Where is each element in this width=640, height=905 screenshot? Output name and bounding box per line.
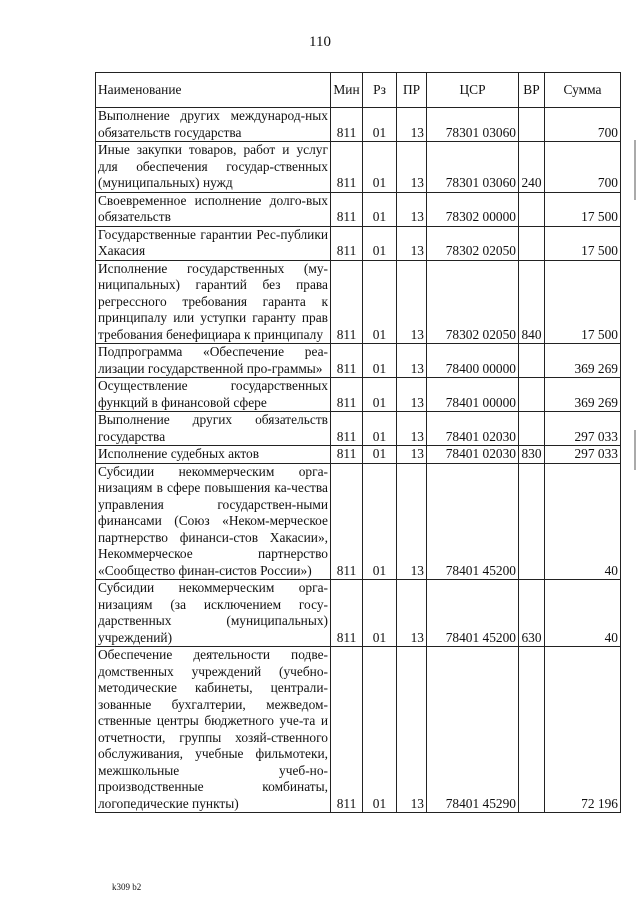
cell-sum: 40 [545,580,621,647]
cell-rz: 01 [363,108,397,142]
cell-sum: 369 269 [545,378,621,412]
cell-vr [519,378,545,412]
table-row [96,647,621,813]
scan-edge-mark [634,430,636,470]
cell-pr: 13 [397,260,427,344]
cell-rz: 01 [363,463,397,580]
table-row [96,192,621,226]
budget-table [95,72,621,813]
cell-sum: 700 [545,108,621,142]
cell-pr: 13 [397,226,427,260]
cell-pr: 13 [397,463,427,580]
cell-sum: 72 196 [545,647,621,813]
table-row [96,226,621,260]
cell-csr: 78301 03060 [427,108,519,142]
cell-csr: 78401 45200 [427,580,519,647]
cell-csr: 78401 00000 [427,378,519,412]
cell-csr: 78301 03060 [427,142,519,193]
cell-sum: 700 [545,142,621,193]
header-row [96,73,621,108]
cell-sum: 297 033 [545,412,621,446]
header-min: Мин [331,73,363,108]
cell-vr [519,344,545,378]
cell-vr: 240 [519,142,545,193]
table-row [96,142,621,193]
cell-min: 811 [331,647,363,813]
cell-sum: 369 269 [545,344,621,378]
table-body [96,108,621,813]
cell-sum: 40 [545,463,621,580]
table-row [96,463,621,580]
cell-vr: 840 [519,260,545,344]
cell-pr: 13 [397,446,427,464]
cell-rz: 01 [363,226,397,260]
header-rz: Рз [363,73,397,108]
cell-min: 811 [331,344,363,378]
cell-name: Обеспечение деятельности подве-домственных учреждений (учебно-методические кабинеты, централи-зованные бухгалтерии, межведом-ственные центры бюджетного уче-та и отчетности, группы хозяй-ственного обслуживания, учебные фильмотеки, межшкольные учеб-но-производственные комбинаты, логопедические пункты) [96,647,331,813]
cell-csr: 78302 00000 [427,192,519,226]
cell-name: Выполнение других международ-ных обязательств государства [96,108,331,142]
cell-name: Субсидии некоммерческим орга-низациям (за исключением госу-дарственных (муниципальных) учреждений) [96,580,331,647]
cell-name: Своевременное исполнение долго-вых обязательств [96,192,331,226]
cell-name: Подпрограмма «Обеспечение реа-лизации государственной про-граммы» [96,344,331,378]
cell-name: Иные закупки товаров, работ и услуг для обеспечения государ-ственных (муниципальных) нужд [96,142,331,193]
cell-rz: 01 [363,260,397,344]
header-sum: Сумма [545,73,621,108]
cell-vr [519,412,545,446]
cell-rz: 01 [363,192,397,226]
cell-pr: 13 [397,647,427,813]
table-row [96,378,621,412]
cell-rz: 01 [363,412,397,446]
table-row [96,412,621,446]
table-row [96,446,621,464]
cell-rz: 01 [363,142,397,193]
cell-vr [519,192,545,226]
cell-name: Исполнение государственных (му-ниципальных) гарантий без права регрессного требования гаранта к принципалу или уступки гаранту прав требования бенефициара к принципалу [96,260,331,344]
cell-csr: 78401 02030 [427,412,519,446]
cell-rz: 01 [363,580,397,647]
cell-sum: 297 033 [545,446,621,464]
cell-csr: 78302 02050 [427,260,519,344]
cell-rz: 01 [363,378,397,412]
cell-pr: 13 [397,192,427,226]
table-row [96,260,621,344]
cell-min: 811 [331,260,363,344]
header-pr: ПР [397,73,427,108]
cell-csr: 78401 45290 [427,647,519,813]
cell-name: Субсидии некоммерческим орга-низациям в сфере повышения ка-чества управления государствен-ными финансами (Союз «Неком-мерческое партнерство финанси-стов Хакасии», Некоммерческое партнерство «Сообщество финан-систов России») [96,463,331,580]
cell-pr: 13 [397,580,427,647]
cell-sum: 17 500 [545,260,621,344]
cell-vr: 630 [519,580,545,647]
scan-edge-mark [634,140,636,200]
cell-vr [519,647,545,813]
table-row [96,108,621,142]
table-row [96,344,621,378]
cell-csr: 78400 00000 [427,344,519,378]
cell-vr [519,108,545,142]
cell-min: 811 [331,226,363,260]
cell-min: 811 [331,412,363,446]
cell-pr: 13 [397,108,427,142]
cell-csr: 78401 02030 [427,446,519,464]
header-vr: ВР [519,73,545,108]
table-header [96,73,621,108]
cell-name: Государственные гарантии Рес-публики Хакасия [96,226,331,260]
cell-min: 811 [331,108,363,142]
cell-rz: 01 [363,647,397,813]
cell-rz: 01 [363,344,397,378]
table-row [96,580,621,647]
cell-vr [519,226,545,260]
page-number: 110 [309,34,331,50]
cell-min: 811 [331,580,363,647]
cell-csr: 78401 45200 [427,463,519,580]
cell-rz: 01 [363,446,397,464]
cell-min: 811 [331,192,363,226]
cell-name: Выполнение других обязательств государства [96,412,331,446]
cell-vr [519,463,545,580]
cell-min: 811 [331,463,363,580]
cell-min: 811 [331,142,363,193]
cell-sum: 17 500 [545,192,621,226]
footer-code: k309 b2 [112,882,142,892]
cell-pr: 13 [397,412,427,446]
cell-pr: 13 [397,378,427,412]
header-name: Наименование [96,73,331,108]
cell-csr: 78302 02050 [427,226,519,260]
cell-name: Исполнение судебных актов [96,446,331,464]
cell-name: Осуществление государственных функций в финансовой сфере [96,378,331,412]
cell-pr: 13 [397,344,427,378]
cell-min: 811 [331,446,363,464]
cell-sum: 17 500 [545,226,621,260]
header-csr: ЦСР [427,73,519,108]
cell-vr: 830 [519,446,545,464]
cell-pr: 13 [397,142,427,193]
cell-min: 811 [331,378,363,412]
